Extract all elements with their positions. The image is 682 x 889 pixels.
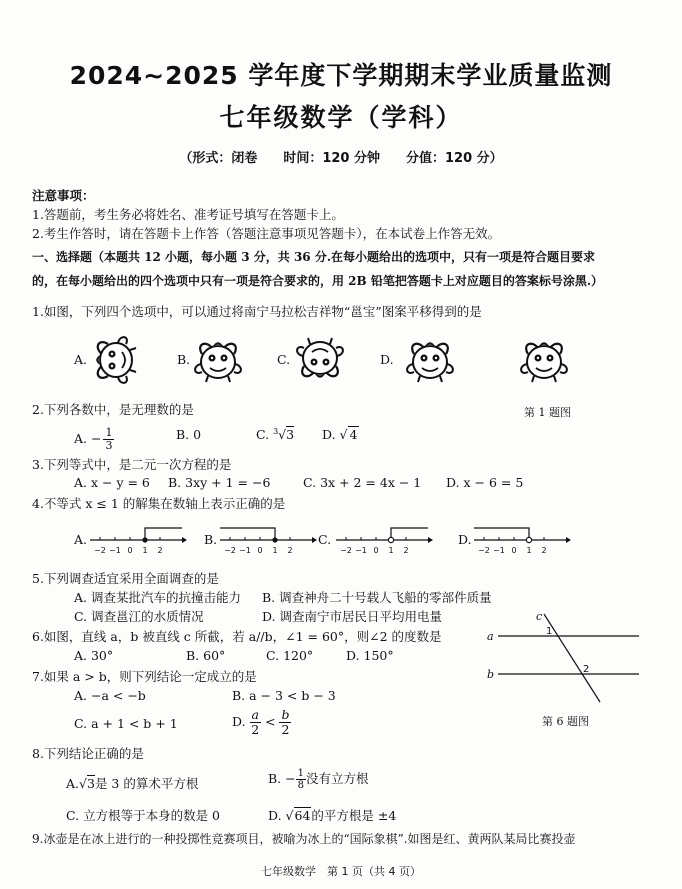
q7-option-a: A. −a < −b bbox=[74, 688, 146, 703]
q4-label-d: D. bbox=[458, 532, 472, 547]
section1-intro-line1: 一、选择题（本题共 12 小题，每小题 3 分，共 36 分.在每小题给出的选项中，只有一项是符合题目要求 bbox=[32, 250, 595, 264]
q4-label-c: C. bbox=[318, 532, 332, 547]
q3-option-d: D. x − 6 = 5 bbox=[446, 475, 524, 490]
q4-number-line-c bbox=[334, 520, 434, 558]
q7-option-b: B. a − 3 < b − 3 bbox=[232, 688, 336, 703]
mascot-image-d bbox=[402, 336, 458, 384]
q4-stem: 4.不等式 x ≤ 1 的解集在数轴上表示正确的是 bbox=[32, 496, 286, 511]
q4-tick-b-0: −2 bbox=[224, 546, 236, 555]
q4-tick-a-0: −2 bbox=[94, 546, 106, 555]
q5-option-d: D. 调查南宁市居民日平均用电量 bbox=[262, 609, 443, 624]
mascot-image-c bbox=[292, 336, 348, 384]
q6-angle-1-label: 1 bbox=[546, 626, 553, 637]
q7-stem: 7.如果 a > b，则下列结论一定成立的是 bbox=[32, 669, 257, 684]
q4-tick-a-4: 2 bbox=[157, 546, 163, 555]
q4-tick-b-2: 0 bbox=[257, 546, 263, 555]
q4-tick-d-1: −1 bbox=[493, 546, 505, 555]
q8-option-d: D. √64的平方根是 ±4 bbox=[268, 808, 397, 823]
q4-tick-d-2: 0 bbox=[511, 546, 517, 555]
q2-stem: 2.下列各数中，是无理数的是 bbox=[32, 402, 194, 417]
notice-item-1: 1.答题前，考生务必将姓名、准考证号填写在答题卡上。 bbox=[32, 207, 344, 222]
q4-label-a: A. bbox=[74, 532, 88, 547]
q1-label-c: C. bbox=[277, 352, 291, 367]
q4-tick-a-3: 1 bbox=[142, 546, 148, 555]
q7-option-c: C. a + 1 < b + 1 bbox=[74, 716, 178, 731]
q3-stem: 3.下列等式中，是二元一次方程的是 bbox=[32, 457, 232, 472]
exam-subtitle: 七年级数学（学科） bbox=[219, 103, 463, 132]
section1-intro-line2: 的，在每小题给出的四个选项中只有一项是符合要求的，用 2B 铅笔把答题卡上对应题目的答案标号涂黑.） bbox=[32, 274, 604, 288]
page-footer: 七年级数学 第 1 页（共 4 页） bbox=[261, 865, 421, 878]
q8-stem: 8.下列结论正确的是 bbox=[32, 746, 144, 761]
q4-tick-b-4: 2 bbox=[287, 546, 293, 555]
q2-option-c: C. $^3$√3 bbox=[256, 427, 295, 443]
q4-tick-d-3: 1 bbox=[526, 546, 532, 555]
mascot-reference-image bbox=[516, 336, 572, 384]
q3-option-a: A. x − y = 6 bbox=[74, 475, 150, 490]
q4-tick-c-0: −2 bbox=[340, 546, 352, 555]
q4-number-line-b bbox=[218, 520, 318, 558]
q4-tick-c-1: −1 bbox=[355, 546, 367, 555]
q4-tick-b-3: 1 bbox=[272, 546, 278, 555]
q8-option-a: A.√3是 3 的算术平方根 bbox=[66, 776, 199, 791]
q6-stem: 6.如图，直线 a，b 被直线 c 所截，若 a//b，∠1 = 60°，则∠2 的度数是 bbox=[32, 629, 442, 644]
notice-heading: 注意事项： bbox=[32, 188, 95, 203]
q2-option-d: D. √ 4 bbox=[322, 427, 358, 442]
q9-stem: 9.冰壶是在冰上进行的一种投掷性竞赛项目，被喻为冰上的“国际象棋”.如图是红、黄两队某局比赛投壶 bbox=[32, 832, 576, 846]
q4-number-line-a bbox=[88, 520, 188, 558]
q5-stem: 5.下列调查适宜采用全面调查的是 bbox=[32, 571, 219, 586]
q6-line-c-label: c bbox=[536, 610, 543, 623]
notice-item-2: 2.考生作答时，请在答题卡上作答（答题注意事项见答题卡），在本试卷上作答无效。 bbox=[32, 226, 501, 241]
q4-tick-d-4: 2 bbox=[541, 546, 547, 555]
mascot-image-b bbox=[190, 336, 246, 384]
q4-tick-a-2: 0 bbox=[127, 546, 133, 555]
q7-option-d: D. $\frac{a}{2}$ < $\frac{b}{2}$ bbox=[232, 707, 290, 737]
q6-line-b-label: b bbox=[487, 668, 495, 681]
q5-option-b: B. 调查神舟二十号载人飞船的零部件质量 bbox=[262, 590, 492, 605]
q5-option-a: A. 调查某批汽车的抗撞击能力 bbox=[74, 590, 241, 605]
q5-option-c: C. 调查邕江的水质情况 bbox=[74, 609, 204, 624]
q6-caption: 第 6 题图 bbox=[542, 715, 589, 728]
q4-tick-b-1: −1 bbox=[239, 546, 251, 555]
q1-stem: 1.如图，下列四个选项中，可以通过将南宁马拉松吉祥物“邕宝”图案平移得到的是 bbox=[32, 304, 482, 319]
q4-tick-c-2: 0 bbox=[373, 546, 379, 555]
q8-option-c: C. 立方根等于本身的数是 0 bbox=[66, 808, 220, 823]
q4-number-line-d bbox=[472, 520, 572, 558]
mascot-image-a bbox=[86, 336, 142, 384]
q4-label-b: B. bbox=[204, 532, 218, 547]
q4-tick-c-3: 1 bbox=[388, 546, 394, 555]
q6-figure bbox=[484, 608, 644, 708]
q4-tick-c-4: 2 bbox=[403, 546, 409, 555]
q6-option-d: D. 150° bbox=[346, 648, 394, 663]
q8-option-b: B. − $\frac{1}{8}$ 没有立方根 bbox=[268, 768, 369, 791]
q6-option-b: B. 60° bbox=[186, 648, 226, 663]
q2-option-b: B. 0 bbox=[176, 427, 202, 442]
q4-tick-d-0: −2 bbox=[478, 546, 490, 555]
q6-option-c: C. 120° bbox=[266, 648, 314, 663]
q4-tick-a-1: −1 bbox=[109, 546, 121, 555]
q3-option-c: C. 3x + 2 = 4x − 1 bbox=[303, 475, 422, 490]
q1-label-d: D. bbox=[380, 352, 394, 367]
q2-option-a: A. − $\frac{1}{3}$ bbox=[74, 426, 113, 452]
q3-option-b: B. 3xy + 1 = −6 bbox=[168, 475, 271, 490]
exam-meta: （形式：闭卷 时间：120 分钟 分值：120 分） bbox=[179, 151, 503, 166]
q6-angle-2-label: 2 bbox=[583, 664, 590, 675]
exam-title: 2024~2025 学年度下学期期末学业质量监测 bbox=[69, 61, 613, 90]
q1-label-a: A. bbox=[74, 352, 88, 367]
q6-line-a-label: a bbox=[487, 630, 494, 643]
q6-option-a: A. 30° bbox=[74, 648, 114, 663]
q1-label-b: B. bbox=[177, 352, 191, 367]
q1-caption: 第 1 题图 bbox=[524, 406, 571, 419]
